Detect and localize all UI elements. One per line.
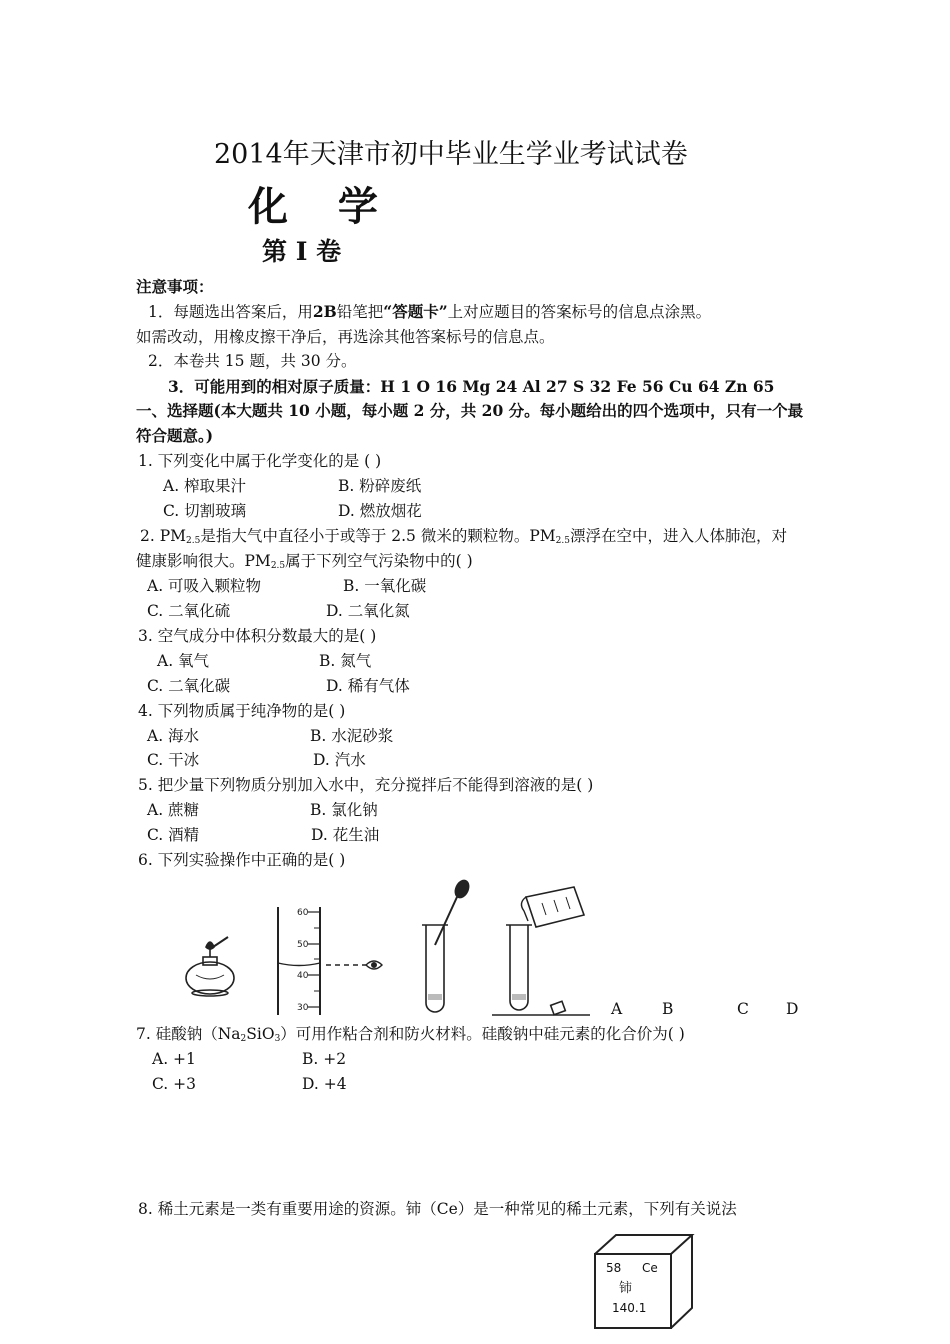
q3-option-c: C. 二氧化碳	[147, 677, 231, 695]
q1-option-d: D. 燃放烟花	[338, 502, 422, 520]
q2-text-2: 是指大气中直径小于或等于 2.5 微米的颗粒物。PM	[200, 527, 556, 545]
q2-option-d: D. 二氧化氮	[326, 602, 410, 620]
q5-stem: 5. 把少量下列物质分别加入水中，充分搅拌后不能得到溶液的是( )	[138, 776, 594, 794]
note-1-part-d: “答题卡”	[383, 302, 448, 321]
q3-option-d: D. 稀有气体	[326, 677, 410, 695]
q2-text-5: 属于下列空气污染物中的( )	[285, 552, 473, 570]
note-1-part-c: 铅笔把	[336, 303, 384, 321]
q7-option-a: A. +1	[152, 1050, 196, 1068]
subject-title: 化 学	[248, 183, 396, 230]
q7-stem	[136, 1024, 685, 1049]
measuring-cylinder-illustration	[278, 907, 382, 1015]
q2-text-4: 健康影响很大。PM	[136, 552, 271, 570]
q4-option-a: A. 海水	[147, 727, 200, 745]
q2-option-c: C. 二氧化硫	[147, 602, 231, 620]
q2-sub-3: 2.5	[270, 561, 286, 571]
q2-text-1: 2. PM	[140, 527, 187, 545]
q7-option-c: C. +3	[152, 1075, 197, 1093]
q4-stem: 4. 下列物质属于纯净物的是( )	[138, 702, 346, 720]
q2-stem-line-1	[140, 526, 787, 551]
q6-lab-operations-figure	[170, 875, 630, 1020]
cylinder-tick-60: 60	[297, 908, 309, 918]
note-1-part-e: 上对应题目的答案标号的信息点涂黑。	[447, 303, 712, 321]
q5-option-a: A. 蔗糖	[147, 801, 200, 819]
q3-stem: 3. 空气成分中体积分数最大的是( )	[138, 627, 377, 645]
q7-option-d: D. +4	[302, 1075, 347, 1093]
note-1-part-a: 1．每题选出答案后，用	[148, 303, 313, 321]
q1-option-c: C. 切割玻璃	[163, 502, 247, 520]
q3-option-a: A. 氧气	[157, 652, 210, 670]
cylinder-tick-30: 30	[297, 1003, 309, 1013]
volume-title: 第 I 卷	[262, 237, 342, 266]
q1-option-a: A. 榨取果汁	[163, 477, 247, 495]
q2-sub-1: 2.5	[186, 536, 201, 546]
element-name: 铈	[619, 1281, 633, 1296]
q7-sub-2: 3	[274, 1034, 281, 1044]
dropper-test-tube-illustration	[422, 878, 471, 1012]
q3-option-b: B. 氮气	[319, 652, 372, 670]
q2-option-a: A. 可吸入颗粒物	[147, 577, 262, 595]
q5-option-d: D. 花生油	[311, 826, 380, 844]
q8-stem: 8. 稀土元素是一类有重要用途的资源。铈（Ce）是一种常见的稀土元素，下列有关说法	[138, 1200, 737, 1218]
q4-option-c: C. 干冰	[147, 751, 200, 769]
q1-stem: 1. 下列变化中属于化学变化的是 ( )	[138, 452, 382, 470]
note-1-line-2: 如需改动，用橡皮擦干净后，再选涂其他答案标号的信息点。	[136, 328, 555, 346]
q7-text-2: SiO	[246, 1025, 275, 1043]
q6-label-b: B	[662, 1000, 674, 1018]
q2-text-3: 漂浮在空中，进入人体肺泡，对	[569, 527, 787, 545]
notes-heading: 注意事项：	[136, 277, 214, 296]
cylinder-tick-50: 50	[297, 940, 309, 950]
q2-sub-2: 2.5	[555, 536, 570, 546]
q2-stem-line-2	[136, 551, 473, 576]
exam-title: 2014年天津市初中毕业生学业考试试卷	[214, 139, 688, 170]
q5-option-b: B. 氯化钠	[310, 801, 378, 819]
q7-option-b: B. +2	[302, 1050, 347, 1068]
q6-stem: 6. 下列实验操作中正确的是( )	[138, 851, 346, 869]
element-atomic-mass: 140.1	[612, 1301, 647, 1315]
alcohol-lamp-illustration	[186, 937, 234, 996]
q6-label-a: A	[611, 1000, 623, 1018]
note-1	[148, 302, 711, 322]
q7-text-3: ）可用作粘合剂和防火材料。硅酸钠中硅元素的化合价为( )	[280, 1025, 685, 1043]
section-heading-line-2: 符合题意。)	[136, 426, 214, 445]
element-symbol: Ce	[642, 1261, 658, 1275]
cylinder-tick-40: 40	[297, 971, 309, 981]
q7-sub-1: 2	[240, 1034, 247, 1044]
cerium-element-cell	[592, 1232, 696, 1332]
section-heading-line-1: 一、选择题(本大题共 10 小题，每小题 2 分，共 20 分。每小题给出的四个选项中，只有一个最	[136, 401, 804, 420]
note-2: 2．本卷共 15 题，共 30 分。	[148, 352, 357, 370]
q5-option-c: C. 酒精	[147, 826, 200, 844]
note-3: 3．可能用到的相对原子质量：H 1 O 16 Mg 24 Al 27 S 32 Fe 56 Cu 64 Zn 65	[168, 377, 775, 396]
pouring-reagent-illustration	[492, 887, 590, 1015]
q2-option-b: B. 一氧化碳	[343, 577, 427, 595]
q4-option-b: B. 水泥砂浆	[310, 727, 394, 745]
element-atomic-number: 58	[606, 1261, 622, 1275]
q7-text-1: 7. 硅酸钠（Na	[136, 1025, 241, 1043]
q6-label-d: D	[786, 1000, 799, 1018]
q1-option-b: B. 粉碎废纸	[338, 477, 422, 495]
q4-option-d: D. 汽水	[313, 751, 366, 769]
q6-label-c: C	[737, 1000, 749, 1018]
note-1-part-b: 2B	[312, 302, 337, 321]
